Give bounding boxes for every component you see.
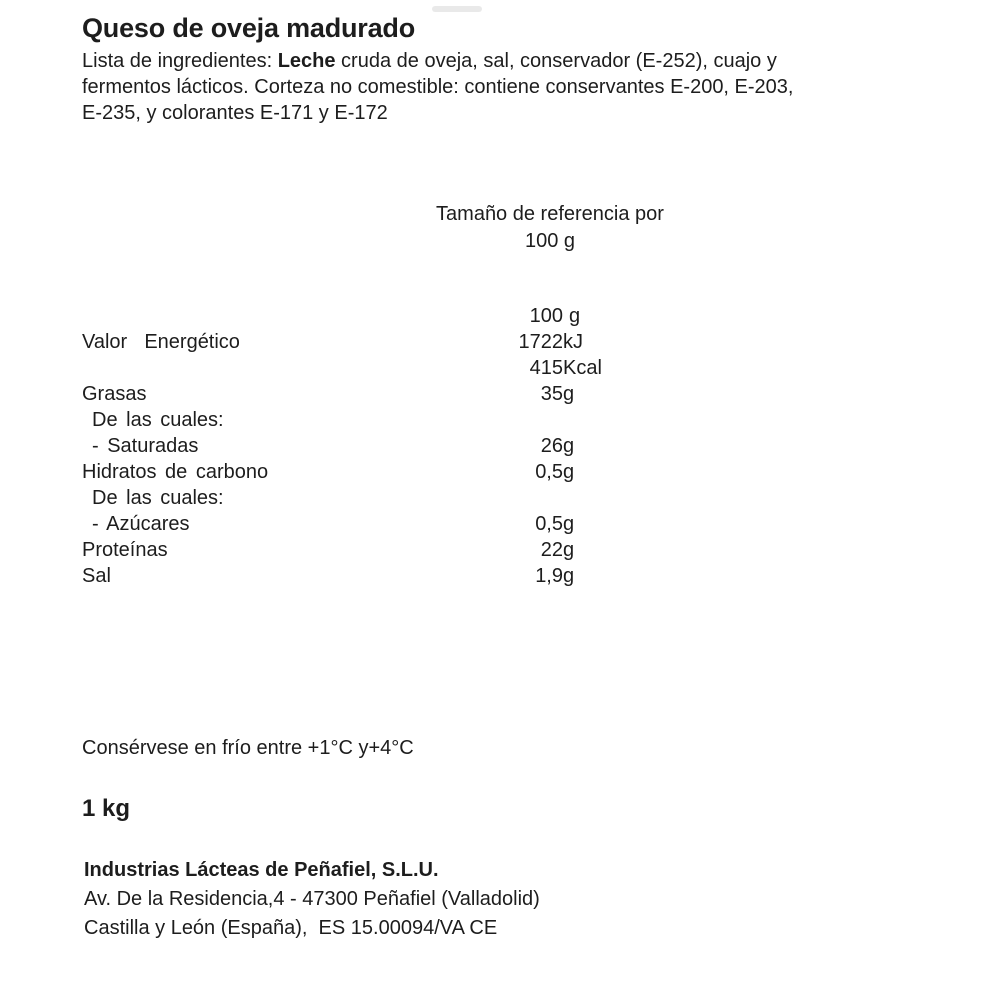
- ingredients-line: E-235, y colorantes E-171 y E-172: [82, 102, 388, 124]
- table-row: [0, 409, 1000, 435]
- table-header-row: [0, 305, 1000, 331]
- table-row: [0, 513, 1000, 539]
- ingredients-line: [82, 48, 793, 74]
- row-value: 0,5: [535, 461, 563, 483]
- row-label: De las cuales:: [92, 487, 224, 509]
- row-value: 35: [540, 383, 563, 405]
- table-row: [0, 331, 1000, 357]
- reference-heading-line1: Tamaño de referencia por: [436, 203, 664, 225]
- storage-instructions: Consérvese en frío entre +1°C y+4°C: [82, 737, 414, 759]
- net-weight: 1 kg: [82, 795, 131, 822]
- table-row: [0, 383, 1000, 409]
- ingredients-paragraph: [82, 48, 793, 126]
- row-value: 1,9: [535, 565, 563, 587]
- ingredients-bold-word: Leche: [277, 50, 336, 72]
- row-unit: g: [563, 513, 575, 535]
- manufacturer-region-registry: Castilla y León (España), ES 15.00094/VA CE: [84, 917, 498, 939]
- row-value: 415: [529, 357, 563, 379]
- reference-serving-heading: [100, 201, 1000, 255]
- row-unit: kJ: [563, 331, 583, 353]
- manufacturer-block: [84, 856, 540, 943]
- ingredients-line: fermentos lácticos. Corteza no comestible: contiene conservantes E-200, E-203,: [82, 76, 794, 98]
- row-label: Hidratos de carbono: [82, 461, 269, 483]
- row-value: 22: [540, 539, 563, 561]
- column-header-value: 100: [529, 305, 563, 327]
- table-row: [0, 539, 1000, 565]
- row-unit: Kcal: [563, 357, 602, 379]
- scan-artifact: [432, 6, 482, 12]
- row-value: 0,5: [535, 513, 563, 535]
- row-label: De las cuales:: [92, 409, 224, 431]
- row-unit: g: [563, 383, 575, 405]
- row-label: - Saturadas: [92, 435, 199, 457]
- row-label: Sal: [82, 565, 111, 587]
- row-label: - Azúcares: [92, 513, 190, 535]
- table-row: [0, 487, 1000, 513]
- row-unit: g: [563, 539, 575, 561]
- table-row: [0, 357, 1000, 383]
- row-label: Grasas: [82, 383, 147, 405]
- row-value: 26: [540, 435, 563, 457]
- row-unit: g: [563, 461, 575, 483]
- ingredients-rest: cruda de oveja, sal, conservador (E-252), cuajo y: [335, 50, 777, 72]
- table-row: [0, 565, 1000, 591]
- column-header-unit: g: [569, 305, 581, 327]
- ingredients-prefix: Lista de ingredientes:: [82, 50, 278, 72]
- reference-heading-line2: 100 g: [524, 230, 576, 252]
- manufacturer-address: Av. De la Residencia,4 - 47300 Peñafiel (Valladolid): [84, 888, 540, 910]
- row-unit: g: [563, 565, 575, 587]
- nutrition-table: [0, 305, 1000, 591]
- row-unit: g: [563, 435, 575, 457]
- table-row: [0, 461, 1000, 487]
- row-value: 1722: [518, 331, 563, 353]
- manufacturer-name: Industrias Lácteas de Peñafiel, S.L.U.: [84, 859, 439, 881]
- table-row: [0, 435, 1000, 461]
- page-title: Queso de oveja madurado: [82, 13, 415, 43]
- row-label: Valor Energético: [82, 331, 240, 353]
- row-label: Proteínas: [82, 539, 168, 561]
